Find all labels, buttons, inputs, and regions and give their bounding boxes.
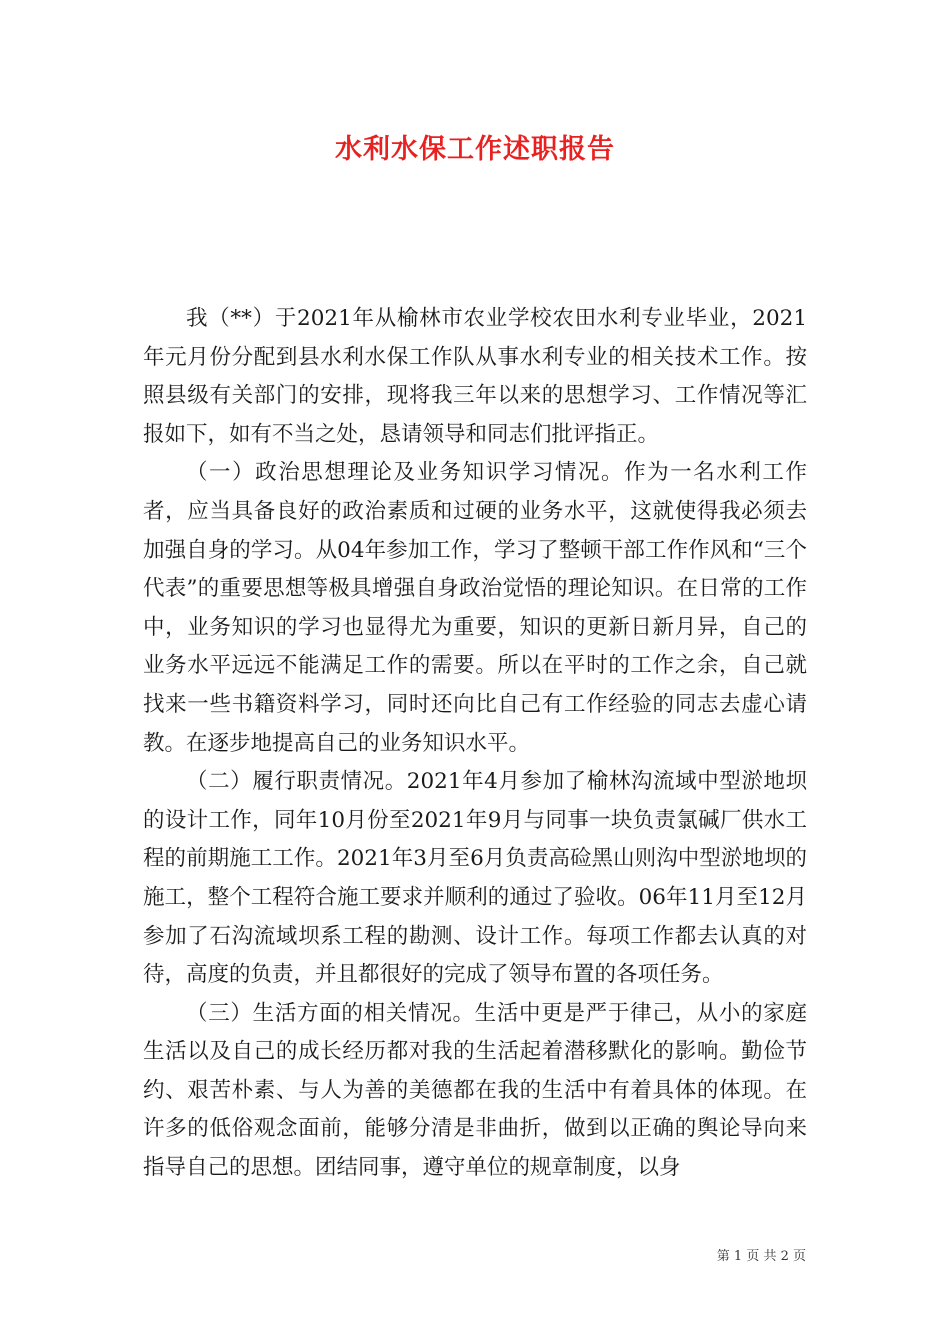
paragraph-section-3: （三）生活方面的相关情况。生活中更是严于律己，从小的家庭生活以及自己的成长经历都对我的生活起着潜移默化的影响。勤俭节约、艰苦朴素、与人为善的美德都在我的生活中有着具体的体现。在许多的低俗观念面前，能够分清是非曲折，做到以正确的舆论导向来指导自己的思想。团结同事，遵守单位的规章制度，以身 (143, 1000, 807, 1181)
page-number-footer: 第 1 页 共 2 页 (716, 1249, 806, 1264)
paragraph-intro: 我（**）于2021年从榆林市农业学校农田水利专业毕业，2021年元月份分配到县水利水保工作队从事水利专业的相关技术工作。按照县级有关部门的安排，现将我三年以来的思想学习、工作情况等汇报如下，如有不当之处，恳请领导和同志们批评指正。 (143, 306, 807, 447)
paragraph-section-2: （二）履行职责情况。2021年4月参加了榆林沟流域中型淤地坝的设计工作，同年10月份至2021年9月与同事一块负责氯碱厂供水工程的前期施工工作。2021年3月至6月负责高硷黑山则沟中型淤地坝的施工，整个工程符合施工要求并顺利的通过了验收。06年11月至12月参加了石沟流域坝系工程的勘测、设计工作。每项工作都去认真的对待，高度的负责，并且都很好的完成了领导布置的各项任务。 (143, 769, 807, 988)
document-title: 水利水保工作述职报告 (335, 134, 615, 165)
document-body (143, 300, 807, 1188)
paragraph-section-1: （一）政治思想理论及业务知识学习情况。作为一名水利工作者，应当具备良好的政治素质和过硬的业务水平，这就使得我必须去加强自身的学习。从04年参加工作，学习了整顿干部工作作风和“三个代表”的重要思想等极具增强自身政治觉悟的理论知识。在日常的工作中，业务知识的学习也显得尤为重要，知识的更新日新月异，自己的业务水平远远不能满足工作的需要。所以在平时的工作之余，自己就找来一些书籍资料学习，同时还向比自己有工作经验的同志去虚心请教。在逐步地提高自己的业务知识水平。 (143, 460, 807, 756)
